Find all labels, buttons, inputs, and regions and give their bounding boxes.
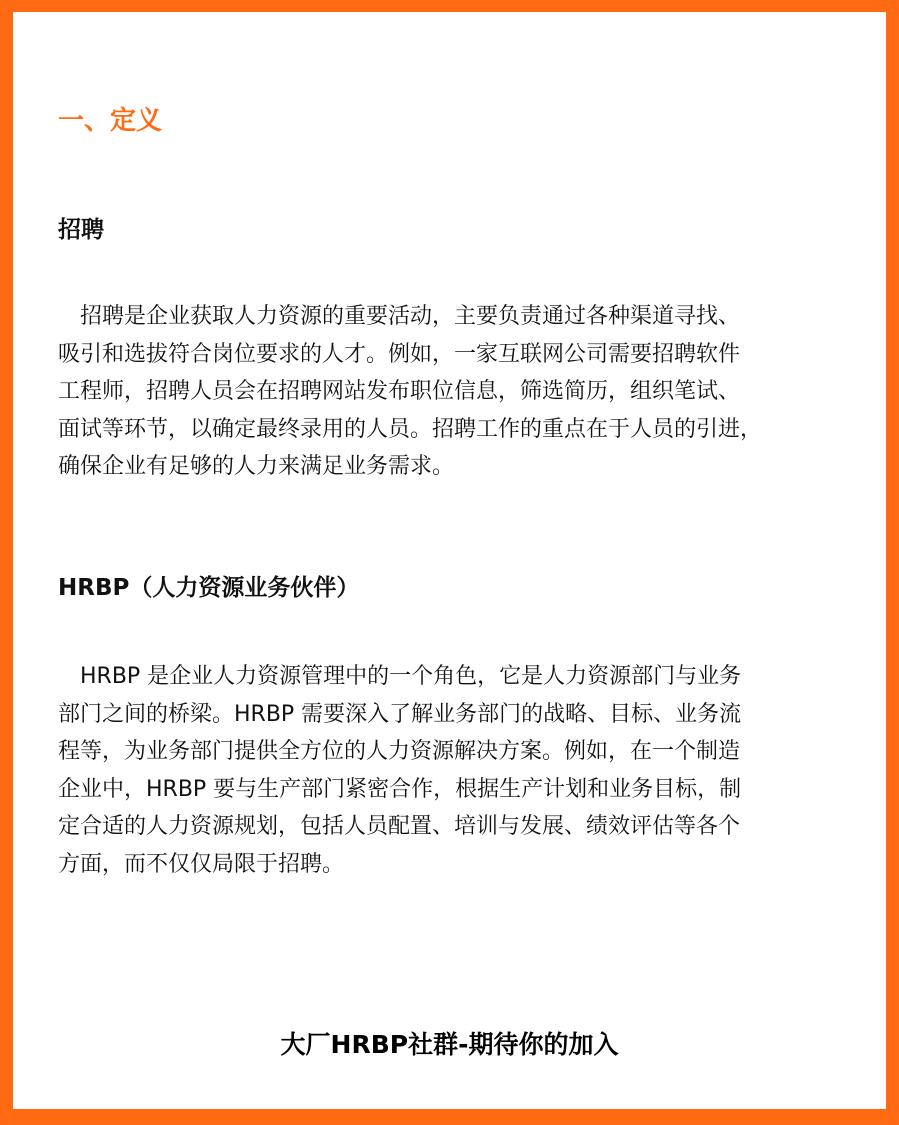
- paragraph-line: 企业中，HRBP 要与生产部门紧密合作，根据生产计划和业务目标，制: [58, 776, 742, 802]
- paragraph-line: 定合适的人力资源规划，包括人员配置、培训与发展、绩效评估等各个: [58, 814, 741, 839]
- community-footer: 大厂HRBP社群-期待你的加入: [280, 1030, 619, 1059]
- paragraph-line: 工程师，招聘人员会在招聘网站发布职位信息，筛选简历，组织笔试、: [58, 379, 741, 404]
- paragraph-line: 面试等环节，以确定最终录用的人员。招聘工作的重点在于人员的引进，: [58, 416, 763, 442]
- recruiting-heading: 招聘: [58, 217, 104, 243]
- paragraph-line: 部门之间的桥梁。HRBP 需要深入了解业务部门的战略、目标、业务流: [58, 701, 742, 727]
- paragraph-line: 方面，而不仅仅局限于招聘。: [58, 851, 345, 877]
- content-card: [13, 12, 886, 1109]
- paragraph-line: 招聘是企业获取人力资源的重要活动，主要负责通过各种渠道寻找、: [58, 304, 741, 329]
- paragraph-line: 吸引和选拔符合岗位要求的人才。例如，一家互联网公司需要招聘软件: [58, 341, 741, 367]
- recruiting-paragraph: [58, 298, 848, 486]
- paragraph-line: 确保企业有足够的人力来满足业务需求。: [58, 454, 455, 479]
- hrbp-heading: HRBP（人力资源业务伙伴）: [58, 575, 360, 601]
- hrbp-paragraph: [58, 658, 848, 883]
- paragraph-line: HRBP 是企业人力资源管理中的一个角色，它是人力资源部门与业务: [58, 664, 742, 689]
- section-title: 一、定义: [58, 106, 163, 136]
- paragraph-line: 程等，为业务部门提供全方位的人力资源解决方案。例如，在一个制造: [58, 739, 741, 764]
